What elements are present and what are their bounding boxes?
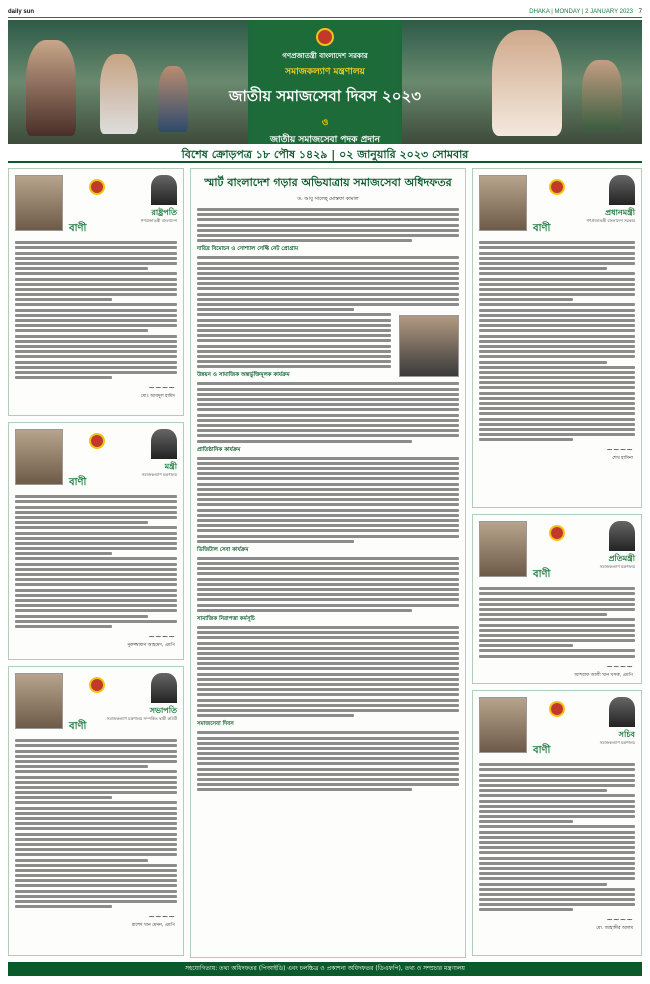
article-subhead: উন্নয়ন ও সামাজিক অন্তর্ভুক্তিমূলক কার্যক্রম: [197, 372, 290, 379]
article-body-4: [197, 382, 459, 442]
footer-credit: সহযোগিতায়: তথ্য অধিদফতর (পিআইডি) এবং চলচ্চিত্র ও প্রকাশনা অধিদফতর (ডিএফপি), তথ্য ও সম্প্রচার মন্ত্রণালয়: [8, 962, 642, 976]
article-body-7: [197, 626, 459, 717]
banner: [8, 20, 642, 144]
article-body-1: [197, 208, 459, 242]
article-body-2: [197, 256, 459, 311]
emblem-icon: [89, 677, 105, 693]
bust-photo: [151, 429, 177, 459]
role-description: সমাজকল্যাণ মন্ত্রণালয় সম্পর্কিত স্থায়ী কমিটি: [106, 716, 177, 721]
banner-center: [213, 28, 437, 144]
signatory-name: শেখ হাসিনা: [612, 456, 633, 462]
article-subhead: সামাজিক নিরাপত্তা কর্মসূচি: [197, 615, 255, 622]
emblem-icon: [89, 433, 105, 449]
portrait-photo: [15, 175, 63, 231]
banner-government: গণপ্রজাতন্ত্রী বাংলাদেশ সরকার: [282, 52, 368, 60]
message-body: [473, 241, 641, 441]
signature: ~~~~: [606, 445, 633, 455]
banner-ministry: সমাজকল্যাণ মন্ত্রণালয়: [285, 67, 365, 77]
emblem-icon: [549, 701, 565, 717]
article-subhead: প্রাতিষ্ঠানিক কার্যক্রম: [197, 446, 241, 453]
feature-article: [190, 168, 466, 958]
article-title: স্মার্ট বাংলাদেশ গড়ার অভিযাত্রায় সমাজসেবা অধিদফতর: [204, 176, 452, 189]
message-label: বাণী: [533, 569, 551, 580]
role-description: সমাজকল্যাণ মন্ত্রণালয়: [599, 564, 635, 569]
message-label: বাণী: [69, 721, 87, 732]
signature: ~~~~: [606, 915, 633, 925]
banner-title: জাতীয় সমাজসেবা দিবস ২০২৩: [229, 87, 421, 105]
message-minister: [8, 422, 184, 660]
bust-photo: [151, 673, 177, 703]
supplement-date-strip: বিশেষ ক্রোড়পত্র ১৮ পৌষ ১৪২৯ | ০২ জানুয়ারি ২০২৩ সোমবার: [8, 147, 642, 163]
banner-sub2: জাতীয় সমাজসেবা পদক প্রদান: [269, 135, 381, 144]
portrait-photo: [15, 673, 63, 729]
message-secretary: [472, 690, 642, 956]
bust-photo: [609, 697, 635, 727]
article-subhead: ডিজিটাল সেবা কার্যক্রম: [197, 546, 249, 553]
masthead: [8, 6, 642, 18]
role-description: গণপ্রজাতন্ত্রী বাংলাদেশ: [140, 218, 177, 223]
emblem-icon: [89, 179, 105, 195]
message-body: [473, 587, 641, 657]
role-label: প্রতিমন্ত্রী: [608, 554, 635, 563]
article-subhead: সমাজসেবা দিবস: [197, 721, 234, 728]
role-label: রাষ্ট্রপতি: [151, 208, 177, 217]
dateline: [529, 9, 642, 15]
article-body-5: [197, 457, 459, 543]
message-label: বাণী: [533, 745, 551, 756]
message-chairman: [8, 666, 184, 956]
message-label: বাণী: [69, 477, 87, 488]
portrait-photo: [15, 429, 63, 485]
message-body: [9, 495, 183, 628]
portrait-photo: [479, 697, 527, 753]
article-body-8: [197, 731, 459, 791]
government-emblem-icon: [316, 28, 334, 46]
role-description: সমাজকল্যাণ মন্ত্রণালয়: [599, 740, 635, 745]
signatory-name: রাশেদ খান মেনন, এমপি: [131, 923, 175, 929]
signature: ~~~~: [148, 383, 175, 393]
emblem-icon: [549, 179, 565, 195]
role-label: সভাপতি: [149, 706, 177, 715]
message-body: [9, 739, 183, 908]
role-label: সচিব: [618, 730, 635, 739]
role-description: গণপ্রজাতন্ত্রী বাংলাদেশ সরকার: [586, 218, 635, 223]
role-label: প্রধানমন্ত্রী: [605, 208, 635, 217]
signatory-name: মো. জাহাঙ্গীর আলম: [596, 926, 633, 932]
signature: ~~~~: [148, 631, 175, 641]
dateline-text: DHAKA | MONDAY | 2 JANUARY 2023: [529, 8, 633, 15]
message-body: [473, 763, 641, 911]
signatory-name: নুরুজ্জামান আহমেদ, এমপি: [127, 642, 175, 648]
role-label: মন্ত্রী: [164, 462, 177, 471]
portrait-photo: [479, 175, 527, 231]
signature: ~~~~: [606, 661, 633, 671]
article-subhead: দারিদ্র বিমোচন ও সোশ্যাল সেফ্টি নেট প্রোগ্রাম: [197, 246, 299, 253]
portrait-photo: [479, 521, 527, 577]
page-number: 7: [638, 8, 642, 15]
banner-photo-right: [402, 20, 642, 144]
article-byline: ড. আবু সালেহ্ মোস্তফা কামাল: [297, 196, 359, 202]
signatory-name: আশরাফ আলী খান খসরু, এমপি: [574, 672, 633, 678]
article-body-6: [197, 557, 459, 612]
message-prime-minister: [472, 168, 642, 508]
signatory-name: মোঃ আবদুল হামিদ: [140, 394, 175, 400]
message-president: [8, 168, 184, 416]
emblem-icon: [549, 525, 565, 541]
bust-photo: [151, 175, 177, 205]
signature: ~~~~: [148, 912, 175, 922]
bust-photo: [609, 521, 635, 551]
message-state-minister: [472, 514, 642, 684]
role-description: সমাজকল্যাণ মন্ত্রণালয়: [141, 472, 177, 477]
author-photo: [399, 315, 459, 377]
message-label: বাণী: [69, 223, 87, 234]
banner-sub1: ও: [321, 118, 329, 128]
paper-logo: daily sun: [8, 8, 35, 15]
bust-photo: [609, 175, 635, 205]
message-label: বাণী: [533, 223, 551, 234]
message-body: [9, 241, 183, 379]
banner-photo-left: [8, 20, 248, 144]
